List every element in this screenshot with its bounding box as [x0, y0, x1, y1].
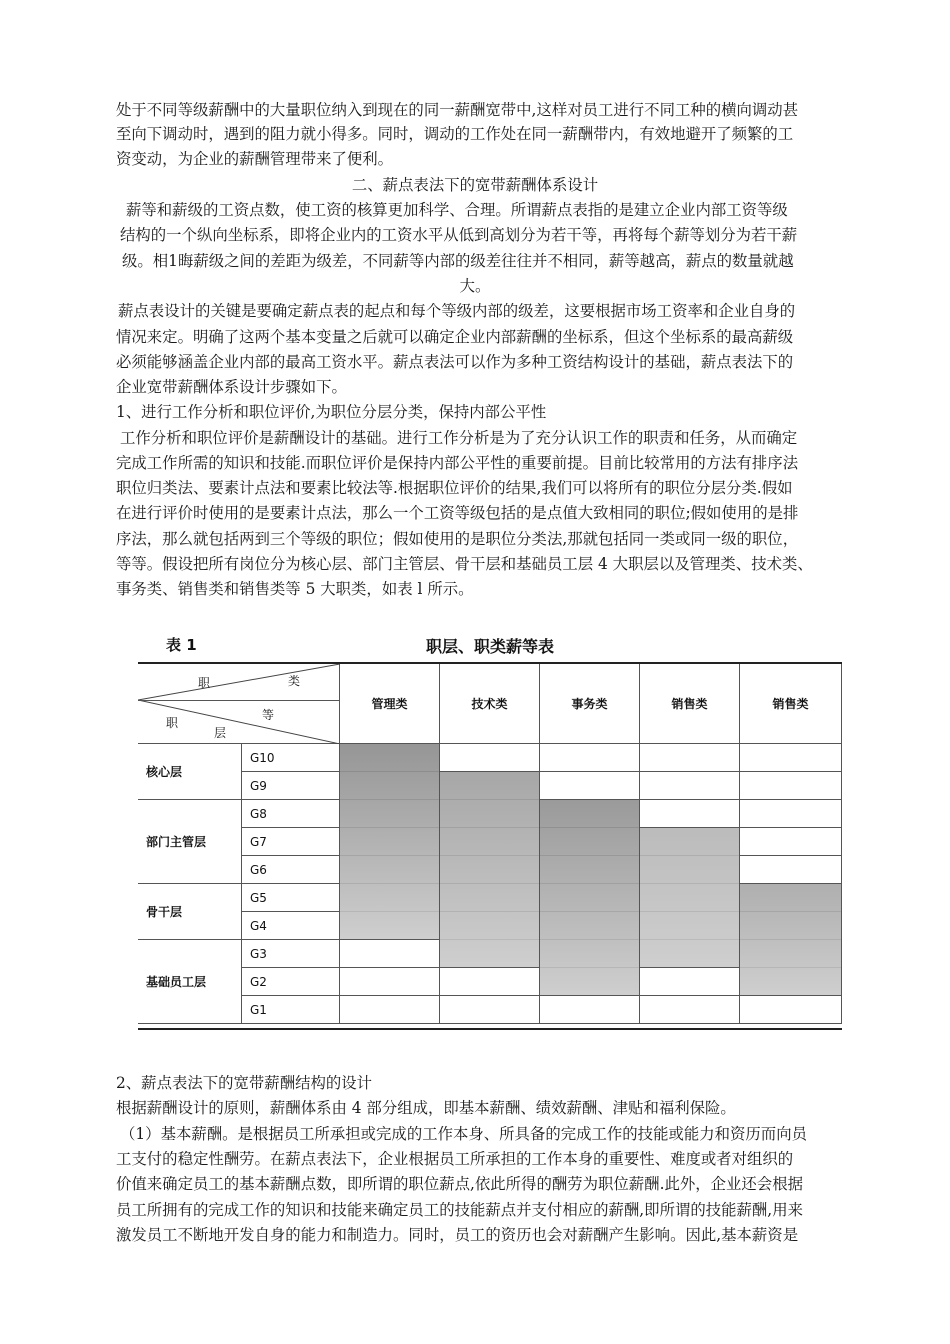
table-grid [138, 662, 842, 1030]
layer-label: 骨干层 [138, 884, 242, 940]
header-corner-label: 层 [214, 726, 227, 740]
paragraph-line: 薪等和薪级的工资点数，使工资的核算更加科学、合理。所谓薪点表指的是建立企业内部工资等级 [126, 201, 788, 219]
paragraph-line: 企业宽带薪酬体系设计步骤如下。 [116, 378, 347, 396]
grid-cell [340, 996, 440, 1024]
header-corner-label: 类 [288, 674, 301, 688]
layer-label: 基础员工层 [138, 940, 242, 1024]
grid-cell [740, 800, 842, 828]
salary-grade-table [138, 630, 842, 1026]
layer-label: 核心层 [138, 744, 242, 800]
paragraph-line: 至向下调动时，遇到的阻力就小得多。同时，调动的工作处在同一薪酬带内，有效地避开了频繁的工 [116, 125, 794, 143]
layer-label: 部门主管层 [138, 800, 242, 884]
paragraph-line: 情况来定。明确了这两个基本变量之后就可以确定企业内部薪酬的坐标系，但这个坐标系的最高薪级 [116, 328, 794, 346]
grid-cell [740, 828, 842, 856]
grid-cell [640, 968, 740, 996]
section-heading: 2、薪点表法下的宽带薪酬结构的设计 [116, 1074, 373, 1092]
category-header: 事务类 [540, 664, 640, 744]
grid-cell [340, 968, 440, 996]
paragraph-line: 薪点表设计的关键是要确定薪点表的起点和每个等级内部的级差，这要根据市场工资率和企业自身的 [118, 302, 796, 320]
paragraph-line: 工支付的稳定性酬劳。在薪点表法下，企业根据员工所承担的工作本身的重要性、难度或者对组织的 [116, 1150, 794, 1168]
category-header: 技术类 [440, 664, 540, 744]
grade-label: G8 [242, 800, 340, 828]
paragraph-line: 结构的一个纵向坐标系，即将企业内的工资水平从低到高划分为若干等，再将每个薪等划分为若干薪 [120, 226, 798, 244]
section-heading: 二、薪点表法下的宽带薪酬体系设计 [351, 176, 599, 194]
grid-cell [740, 856, 842, 884]
paragraph-line: 激发员工不断地开发自身的能力和制造力。同时，员工的资历也会对薪酬产生影响。因此,基本薪资是 [116, 1226, 799, 1244]
header-corner-label: 等 [262, 708, 275, 722]
diagonal-line [138, 664, 340, 700]
paragraph-line: 资变动，为企业的薪酬管理带来了便利。 [116, 150, 394, 168]
header-divider [138, 700, 340, 701]
section-heading: 1、进行工作分析和职位评价,为职位分层分类，保持内部公平性 [116, 403, 547, 421]
paragraph-line: （1）基本薪酬。是根据员工所承担或完成的工作本身、所具备的完成工作的技能或能力和资历而向员 [120, 1125, 807, 1143]
table-label: 表 1 [166, 636, 197, 654]
paragraph-line: 在进行评价时使用的是要素计点法，那么一个工资等级包括的是点值大致相同的职位;假如使用的是排 [116, 504, 799, 522]
grade-label: G6 [242, 856, 340, 884]
salary-band [440, 772, 539, 967]
paragraph-line: 完成工作所需的知识和技能.而职位评价是保持内部公平性的重要前提。目前比较常用的方法有排序法 [116, 454, 799, 472]
grid-cell [440, 968, 540, 996]
paragraph-line: 处于不同等级薪酬中的大量职位纳入到现在的同一薪酬宽带中,这样对员工进行不同工种的横向调动甚 [116, 101, 799, 119]
paragraph-line: 根据薪酬设计的原则，薪酬体系由 4 部分组成，即基本薪酬、绩效薪酬、津贴和福利保险。 [116, 1099, 736, 1117]
paragraph-line: 工作分析和职位评价是薪酬设计的基础。进行工作分析是为了充分认识工作的职责和任务，从而确定 [120, 429, 798, 447]
grid-cell [540, 744, 640, 772]
category-header: 管理类 [340, 664, 440, 744]
grade-label: G3 [242, 940, 340, 968]
grid-cell [640, 996, 740, 1024]
paragraph-line: 价值来确定员工的基本薪酬点数，即所谓的职位薪点,依此所得的酬劳为职位薪酬.此外，企业还会根据 [116, 1175, 803, 1193]
category-header: 销售类 [740, 664, 842, 744]
header-diagonal-lines [138, 664, 340, 744]
paragraph-line: 必须能够涵盖企业内部的最高工资水平。薪点表法可以作为多种工资结构设计的基础，薪点表法下的 [116, 353, 794, 371]
grid-cell [640, 800, 740, 828]
grade-label: G1 [242, 996, 340, 1024]
grid-cell [740, 744, 842, 772]
salary-band [540, 800, 639, 995]
grid-cell [340, 940, 440, 968]
grid-cell [440, 744, 540, 772]
paragraph-line: 级。相1晦薪级之间的差距为级差，不同薪等内部的级差往往并不相同，薪等越高，薪点的数量就越 [122, 252, 794, 270]
salary-band [640, 828, 739, 967]
grid-cell [740, 996, 842, 1024]
grade-label: G2 [242, 968, 340, 996]
grade-label: G5 [242, 884, 340, 912]
grid-cell [440, 996, 540, 1024]
category-header: 销售类 [640, 664, 740, 744]
grade-label: G7 [242, 828, 340, 856]
salary-band [740, 884, 841, 995]
grid-cell [640, 744, 740, 772]
grid-cell [740, 772, 842, 800]
header-corner-label: 职 [166, 716, 179, 730]
grid-cell [540, 772, 640, 800]
paragraph-line: 序法，那么就包括两到三个等级的职位；假如使用的是职位分类法,那就包括同一类或同一级的职位， [116, 530, 799, 548]
salary-band [340, 744, 439, 939]
paragraph-line: 事务类、销售类和销售类等 5 大职类，如表 l 所示。 [116, 580, 474, 598]
paragraph-line: 大。 [459, 277, 491, 295]
grade-label: G4 [242, 912, 340, 940]
paragraph-line: 员工所拥有的完成工作的知识和技能来确定员工的技能薪点并支付相应的薪酬,即所谓的技能薪酬,用来 [116, 1201, 803, 1219]
grade-label: G9 [242, 772, 340, 800]
paragraph-line: 职位归类法、要素计点法和要素比较法等.根据职位评价的结果,我们可以将所有的职位分层分类.假如 [116, 479, 793, 497]
grade-label: G10 [242, 744, 340, 772]
table-title: 职层、职类薪等表 [425, 637, 554, 656]
grid-cell [540, 996, 640, 1024]
grid-cell [640, 772, 740, 800]
header-corner-label: 职 [198, 676, 211, 690]
paragraph-line: 等等。假设把所有岗位分为核心层、部门主管层、骨干层和基础员工层 4 大职层以及管理类、技术类、 [116, 555, 813, 573]
